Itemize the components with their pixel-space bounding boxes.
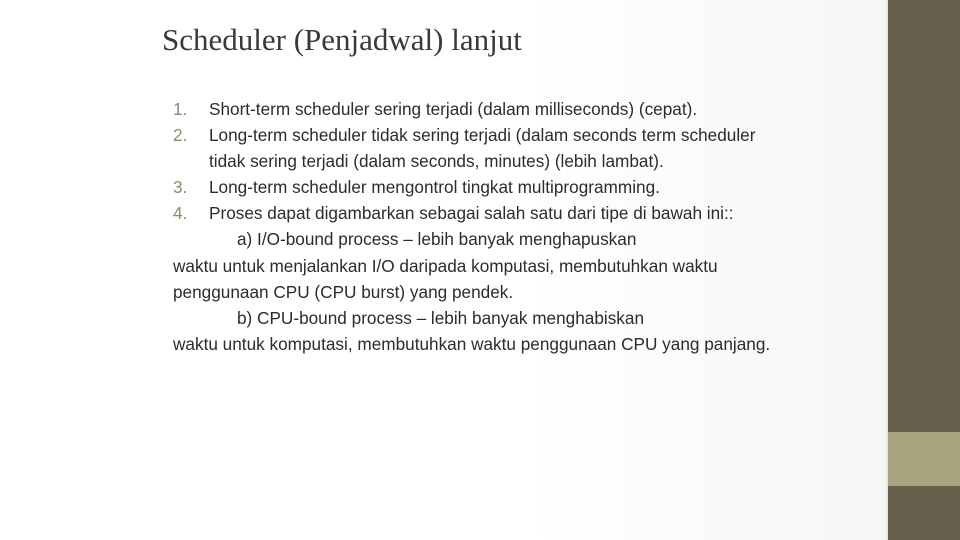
list-number: 2. [173,125,188,146]
list-number: 4. [173,203,188,224]
list-number: 1. [173,99,188,119]
list-text: Long-term scheduler tidak sering terjadi (dalam seconds term scheduler tidak sering terjadi (dalam seconds, minutes) (lebih lambat). [209,125,756,172]
list-text: Proses dapat digambarkan sebagai salah satu dari tipe di bawah ini:: [209,203,734,224]
subitem-io-bound-first-line: a) I/O-bound process – lebih banyak menghapuskan [237,229,637,250]
list-number: 3. [173,177,188,198]
list-item [173,122,773,174]
list-text: Long-term scheduler mengontrol tingkat multiprogramming. [209,177,660,198]
side-band-accent [888,432,960,486]
slide-title: Scheduler (Penjadwal) lanjut [162,22,522,57]
list-text: Short-term scheduler sering terjadi (dalam milliseconds) (cepat). [209,99,698,119]
subitem-cpu-bound-first-line: b) CPU-bound process – lebih banyak menghabiskan [237,307,645,328]
subitem-cpu-bound-continuation: waktu untuk komputasi, membutuhkan waktu penggunaan CPU yang panjang. [173,333,771,354]
subitem-io-bound-continuation: waktu untuk menjalankan I/O daripada komputasi, membutuhkan waktu penggunaan CPU (CPU burst) yang pendek. [173,255,718,302]
list-item [173,96,773,122]
slide-body [173,96,773,357]
list-item [173,174,773,200]
list-item [173,200,773,226]
